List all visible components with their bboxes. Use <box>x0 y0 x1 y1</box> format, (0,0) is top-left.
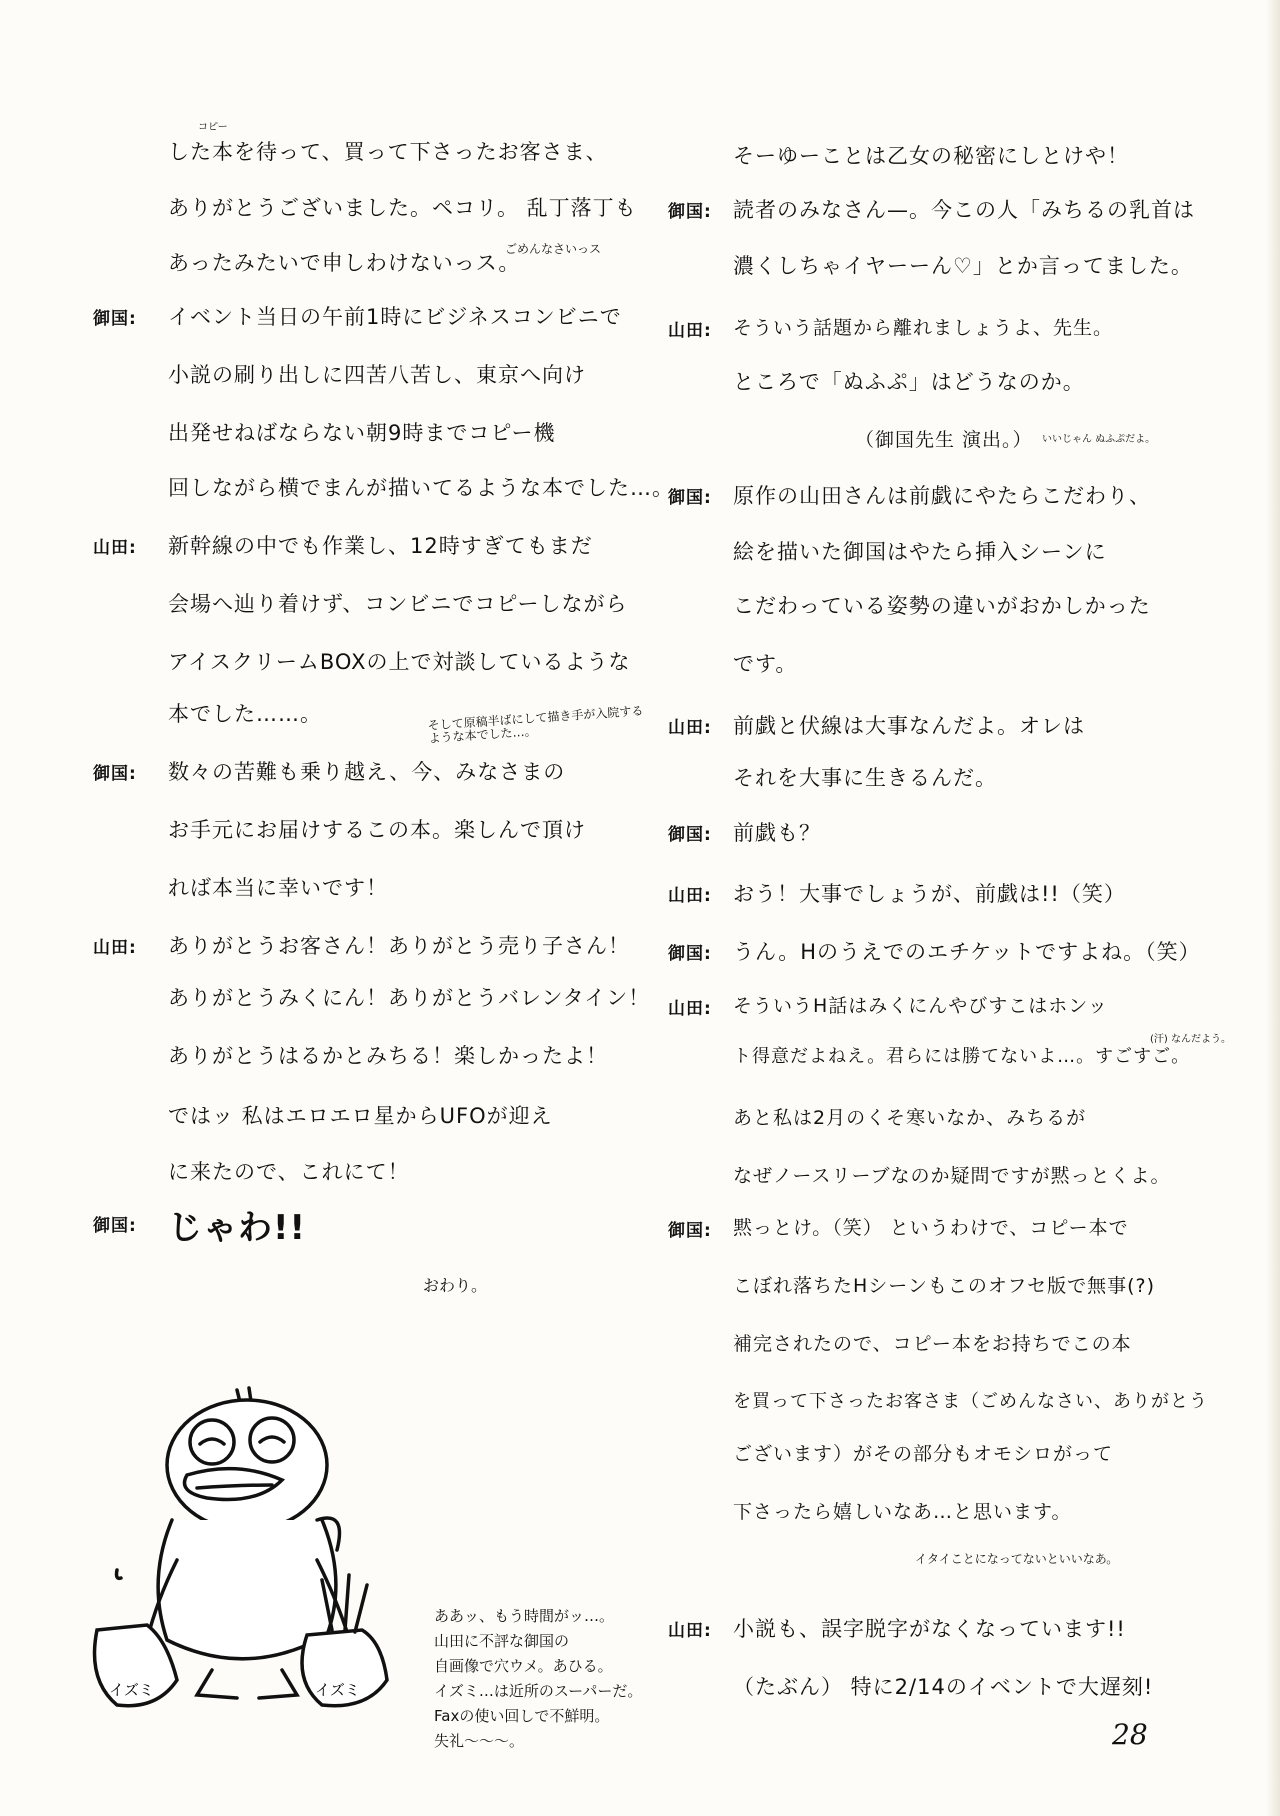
duck-illustration <box>87 1380 407 1720</box>
speaker-label: 山田: <box>93 938 137 958</box>
speaker-label: 山田: <box>668 718 712 738</box>
speaker-label: 御国: <box>93 764 137 784</box>
speaker-label: 御国: <box>668 944 712 964</box>
speaker-label: 御国: <box>668 1221 712 1241</box>
speaker-label: 御国: <box>93 309 137 329</box>
speaker-label: 山田: <box>668 321 712 341</box>
duck-head <box>167 1400 327 1530</box>
speaker-label: 御国: <box>93 1216 137 1236</box>
ruby-note: コピー <box>198 122 228 133</box>
page-number: 28 <box>1112 1718 1148 1751</box>
speaker-label: 山田: <box>93 538 137 558</box>
page-edge-shadow <box>1266 0 1280 1816</box>
bag-label: イズミ <box>315 1681 360 1699</box>
aside-note: イタイことになってないといいなあ。 <box>915 1552 1119 1566</box>
aside-note: いいじゃん ぬふぷだよ。 <box>1042 434 1156 445</box>
bag-label: イズミ <box>109 1681 154 1699</box>
aside-note: そして原稿半ばにして描き手が入院するような本でした…。 <box>427 703 644 746</box>
speaker-label: 御国: <box>668 488 712 508</box>
aside-note: ごめんなさいっス <box>505 242 602 256</box>
speaker-label: 御国: <box>668 202 712 222</box>
speaker-label: 山田: <box>668 886 712 906</box>
aside-note: (汗) なんだよう。 <box>1150 1034 1231 1045</box>
speaker-label: 山田: <box>668 999 712 1019</box>
ending-note: おわり。 <box>423 1276 488 1295</box>
speaker-label: 御国: <box>668 825 712 845</box>
speaker-label: 山田: <box>668 1621 712 1641</box>
